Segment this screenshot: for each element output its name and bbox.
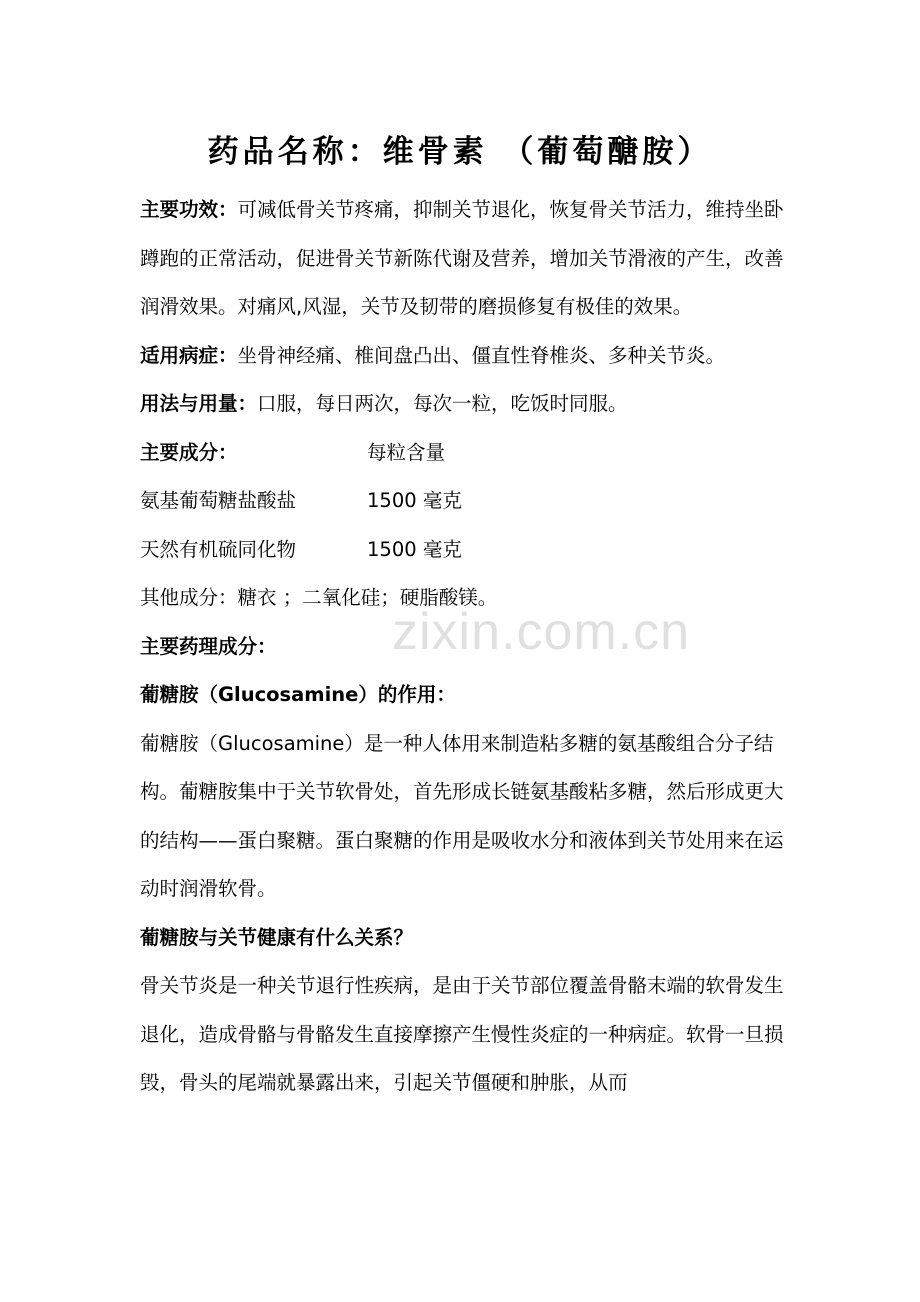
ingredient-row [140,526,800,575]
ingredient-name: 氨基葡萄糖盐酸盐 [140,489,297,512]
ingredients-label: 主要成分： [140,440,238,464]
ingredient-amount: 1500 毫克 [367,489,462,512]
watermark: zixin.com.cn [392,603,691,661]
document-title: 药品名称：维骨素 （葡萄醣胺） [207,134,713,170]
joint-health-text: 骨关节炎是一种关节退行性疾病，是由于关节部位覆盖骨骼末端的软骨发生退化，造成骨骼与骨骼发生直接摩擦产生慢性炎症的一种病症。软骨一旦损毁，骨头的尾端就暴露出来，引起关节僵硬和肿胀，从而 [140,974,784,1094]
main-effect-text: 可减低骨关节疼痛，抑制关节退化，恢复骨关节活力，维持坐卧蹲跑的正常活动，促进骨关节新陈代谢及营养，增加关节滑液的产生，改善润滑效果。对痛风,风湿，关节及韧带的磨损修复有极佳的效果。 [140,198,784,318]
ingredient-amount: 1500 毫克 [367,537,462,561]
indications-paragraph [140,332,800,381]
main-effect-label: 主要功效： [140,198,238,221]
dosage-label: 用法与用量： [140,392,258,415]
indications-label: 适用病症： [140,343,238,367]
ingredients-amount-header: 每粒含量 [367,440,446,464]
indications-text: 坐骨神经痛、椎间盘凸出、僵直性脊椎炎、多种关节炎。 [237,343,726,367]
glucosamine-role-heading: 葡糖胺（Glucosamine）的作用： [140,683,456,706]
joint-health-heading: 葡糖胺与关节健康有什么关系？ [140,925,414,949]
dosage-paragraph [140,380,800,429]
main-effect-paragraph [140,186,800,332]
document-body [140,186,800,1108]
other-ingredients: 其他成分：糖衣 ；二氧化硅；硬脂酸镁。 [140,586,498,609]
ingredient-row [140,477,800,526]
glucosamine-role-text: 葡糖胺（Glucosamine）是一种人体用来制造粘多糖的氨基酸组合分子结构。葡糖胺集中于关节软骨处，首先形成长链氨基酸粘多糖，然后形成更大的结构——蛋白聚糖。蛋白聚糖的作用是吸收水分和液体到关节处用来在运动时润滑软骨。 [140,731,784,900]
ingredient-name: 天然有机硫同化物 [140,537,297,561]
pharmacology-heading: 主要药理成分： [140,634,277,658]
ingredients-header-row [140,429,800,478]
dosage-text: 口服，每日两次，每次一粒，吃饭时同服。 [257,392,628,415]
